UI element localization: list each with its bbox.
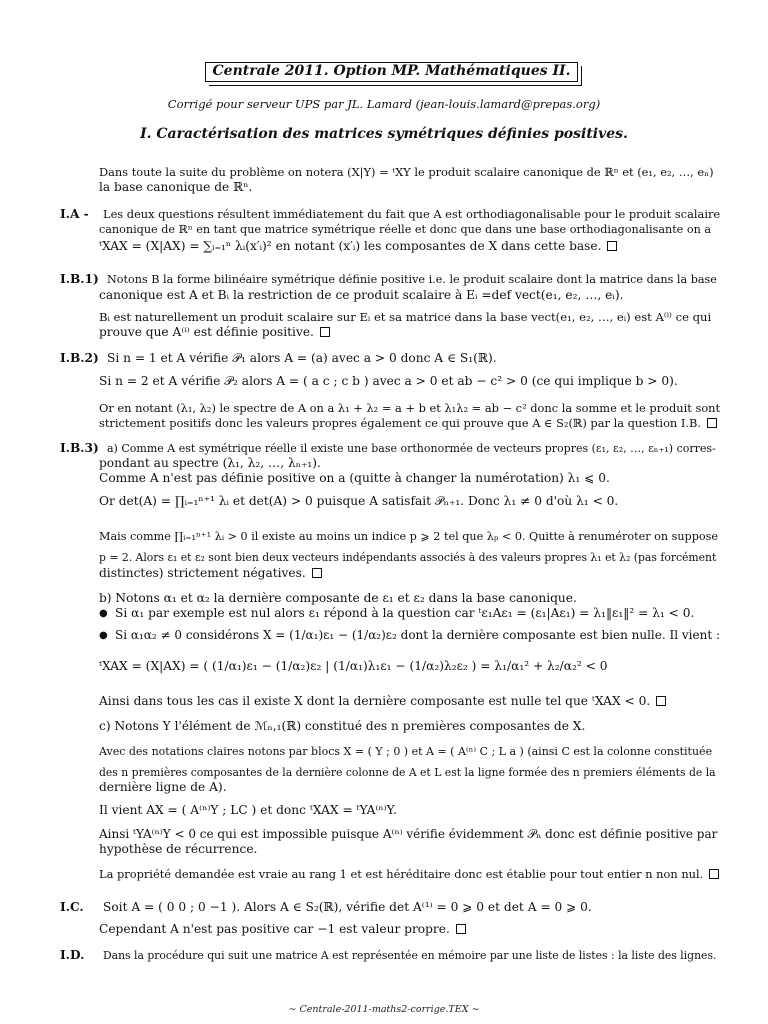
label-IB2: I.B.2): [60, 351, 99, 365]
IB3a-line-3: Comme A n'est pas définie positive on a (quitte à changer la numérotation) λ₁ ⩽ 0.: [99, 471, 610, 485]
IB3c-line-1: c) Notons Y l'élément de ℳₙ,₁(ℝ) constitué des n premières composantes de X.: [99, 719, 586, 733]
qed-square: [656, 696, 666, 706]
document-title: Centrale 2011. Option MP. Mathématiques II.: [205, 62, 578, 82]
qed-square: [607, 241, 617, 251]
IC-line-2: Cependant A n'est pas positive car −1 est valeur propre.: [99, 922, 466, 937]
IA-line-2: canonique de ℝⁿ en tant que matrice symétrique réelle et donc que dans une base orthodiagonalisante on a: [99, 223, 712, 236]
IB3c-line-4: dernière ligne de A).: [99, 780, 227, 794]
IB3b-line-5: Ainsi dans tous les cas il existe X dont la dernière composante est nulle tel que ᵗXAX < 0.: [99, 694, 666, 709]
bullet-icon: ●: [99, 608, 108, 619]
IB2-line-2: Si n = 2 et A vérifie 𝒫₂ alors A = ( a c ; c b ) avec a > 0 et ab − c² > 0 (ce qui implique b > 0).: [99, 374, 678, 388]
IB2-line-4: strictement positifs donc les valeurs propres également ce qui prouve que A ∈ S₂(ℝ) par la question I.B.: [99, 416, 717, 431]
IB1-line-2: canonique est A et Bᵢ la restriction de ce produit scalaire à Eᵢ =def vect(e₁, e₂, …, eᵢ).: [99, 288, 624, 302]
page-footer: ∼ Centrale-2011-maths2-corrige.TEX ∼: [288, 1004, 480, 1015]
IB3c-line-2: Avec des notations claires notons par blocs X = ( Y ; 0 ) et A = ( A⁽ⁿ⁾ C ; L a ) (ainsi C est la colonne constituée: [99, 745, 713, 758]
IA-line-1: Les deux questions résultent immédiatement du fait que A est orthodiagonalisable pour le produit scalaire: [103, 207, 721, 221]
intro-line-2: la base canonique de ℝⁿ.: [99, 180, 253, 194]
label-ID: I.D.: [60, 948, 85, 962]
IB3a-line-1: a) Comme A est symétrique réelle il existe une base orthonormée de vecteurs propres (ε₁, ε₂, …, εₙ₊₁) corres-: [107, 442, 716, 455]
IB3c-line-7: hypothèse de récurrence.: [99, 842, 258, 856]
IB3c-line-3: des n premières composantes de la dernière colonne de A et L est la ligne formée des n premiers éléments de la: [99, 766, 716, 779]
IB3a-line-2: pondant au spectre (λ₁, λ₂, …, λₙ₊₁).: [99, 456, 321, 470]
qed-square: [312, 568, 322, 578]
IB2-line-1: Si n = 1 et A vérifie 𝒫₁ alors A = (a) avec a > 0 donc A ∈ S₁(ℝ).: [107, 351, 497, 365]
IB3b-line-1: b) Notons α₁ et α₂ la dernière composante de ε₁ et ε₂ dans la base canonique.: [99, 591, 577, 605]
IB3b-line-2: Si α₁ par exemple est nul alors ε₁ répond à la question car ᵗε₁Aε₁ = (ε₁|Aε₁) = λ₁‖ε₁‖² = λ₁ < 0.: [115, 606, 695, 620]
label-IB3: I.B.3): [60, 441, 99, 455]
bullet-icon: ●: [99, 630, 108, 641]
ID-line-1: Dans la procédure qui suit une matrice A est représentée en mémoire par une liste de listes : la liste des lignes.: [103, 949, 717, 962]
IB3b-formula: ᵗXAX = (X|AX) = ( (1/α₁)ε₁ − (1/α₂)ε₂ | (1/α₁)λ₁ε₁ − (1/α₂)λ₂ε₂ ) = λ₁/α₁² + λ₂/α₂² < 0: [99, 659, 608, 673]
IB1-line-4: prouve que A⁽ⁱ⁾ est définie positive.: [99, 325, 330, 340]
IB3a-line-6: p = 2. Alors ε₁ et ε₂ sont bien deux vecteurs indépendants associés à des valeurs propres λ₁ et λ₂ (pas forcément: [99, 551, 717, 564]
IB2-line-3: Or en notant (λ₁, λ₂) le spectre de A on a λ₁ + λ₂ = a + b et λ₁λ₂ = ab − c² donc la somme et le produit sont: [99, 401, 721, 415]
IB3a-line-4: Or det(A) = ∏ᵢ₌₁ⁿ⁺¹ λᵢ et det(A) > 0 puisque A satisfait 𝒫ₙ₊₁. Donc λ₁ ≠ 0 d'où λ₁ < 0.: [99, 494, 619, 508]
IB1-line-3: Bᵢ est naturellement un produit scalaire sur Eᵢ et sa matrice dans la base vect(e₁, e₂, …, eᵢ) est A⁽ⁱ⁾ ce qui: [99, 310, 712, 324]
IA-line-3: ᵗXAX = (X|AX) = ∑ᵢ₌₁ⁿ λᵢ(x′ᵢ)² en notant (x′ᵢ) les composantes de X dans cette base.: [99, 239, 617, 254]
author-line: Corrigé pour serveur UPS par JL. Lamard (jean-louis.lamard@prepas.org): [167, 97, 601, 111]
IB3b-line-3: Si α₁α₂ ≠ 0 considérons X = (1/α₁)ε₁ − (1/α₂)ε₂ dont la dernière composante est bien nulle. Il vient :: [115, 628, 721, 642]
section-heading: I. Caractérisation des matrices symétriques définies positives.: [140, 126, 628, 142]
qed-square: [320, 327, 330, 337]
IB3a-line-5: Mais comme ∏ᵢ₌₁ⁿ⁺¹ λᵢ > 0 il existe au moins un indice p ⩾ 2 tel que λₚ < 0. Quitte à renuméroter on suppose: [99, 530, 718, 543]
intro-line-1: Dans toute la suite du problème on notera (X|Y) = ᵗXY le produit scalaire canonique de ℝⁿ et (e₁, e₂, …, eₙ): [99, 165, 714, 179]
IB3a-line-7: distinctes) strictement négatives.: [99, 566, 322, 581]
IC-line-1: Soit A = ( 0 0 ; 0 −1 ). Alors A ∈ S₂(ℝ), vérifie det A⁽¹⁾ = 0 ⩾ 0 et det A = 0 ⩾ 0.: [103, 900, 592, 914]
label-IC: I.C.: [60, 900, 84, 914]
IB1-line-1: Notons B la forme bilinéaire symétrique définie positive i.e. le produit scalaire dont la matrice dans la base: [107, 273, 717, 286]
IB3c-line-6: Ainsi ᵗYA⁽ⁿ⁾Y < 0 ce qui est impossible puisque A⁽ⁿ⁾ vérifie évidemment 𝒫ₙ donc est définie positive par: [99, 827, 718, 841]
label-IB1: I.B.1): [60, 272, 99, 286]
IB3c-line-8: La propriété demandée est vraie au rang 1 et est héréditaire donc est établie pour tout entier n non nul.: [99, 867, 719, 882]
qed-square: [707, 418, 717, 428]
label-IA: I.A -: [60, 207, 89, 221]
qed-square: [456, 924, 466, 934]
qed-square: [709, 869, 719, 879]
IB3c-line-5: Il vient AX = ( A⁽ⁿ⁾Y ; LC ) et donc ᵗXAX = ᵗYA⁽ⁿ⁾Y.: [99, 803, 398, 817]
